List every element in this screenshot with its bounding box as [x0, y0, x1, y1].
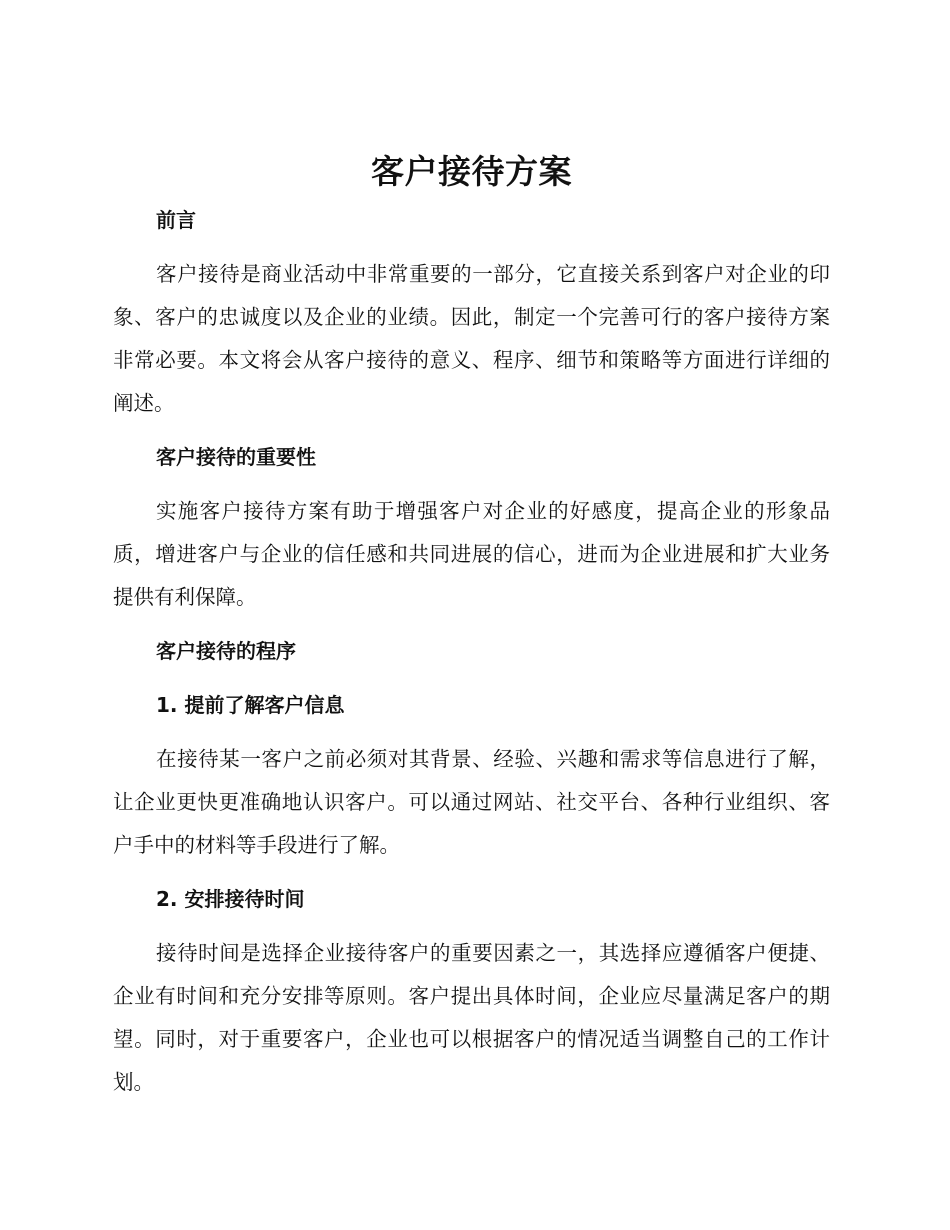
document-title: 客户接待方案 — [371, 152, 572, 191]
section-heading-preface: 前言 — [156, 208, 196, 232]
section-heading-customer-info: 1. 提前了解客户信息 — [156, 693, 345, 717]
section-paragraph-preface: 客户接待是商业活动中非常重要的一部分，它直接关系到客户对企业的印象、客户的忠诚度以及企业的业绩。因此，制定一个完善可行的客户接待方案非常必要。本文将会从客户接待的意义、程序、细节和策略等方面进行详细的阐述。 — [113, 262, 830, 415]
section-heading-procedure: 客户接待的程序 — [156, 639, 296, 663]
section-paragraph-importance: 实施客户接待方案有助于增强客户对企业的好感度，提高企业的形象品质，增进客户与企业的信任感和共同进展的信心，进而为企业进展和扩大业务提供有利保障。 — [113, 499, 830, 609]
section-paragraph-schedule: 接待时间是选择企业接待客户的重要因素之一，其选择应遵循客户便捷、企业有时间和充分安排等原则。客户提出具体时间，企业应尽量满足客户的期望。同时，对于重要客户，企业也可以根据客户的情况适当调整自己的工作计划。 — [113, 941, 830, 1094]
section-paragraph-customer-info: 在接待某一客户之前必须对其背景、经验、兴趣和需求等信息进行了解，让企业更快更准确地认识客户。可以通过网站、社交平台、各种行业组织、客户手中的材料等手段进行了解。 — [113, 747, 830, 857]
section-heading-importance: 客户接待的重要性 — [156, 445, 316, 469]
section-heading-schedule: 2. 安排接待时间 — [156, 887, 305, 911]
